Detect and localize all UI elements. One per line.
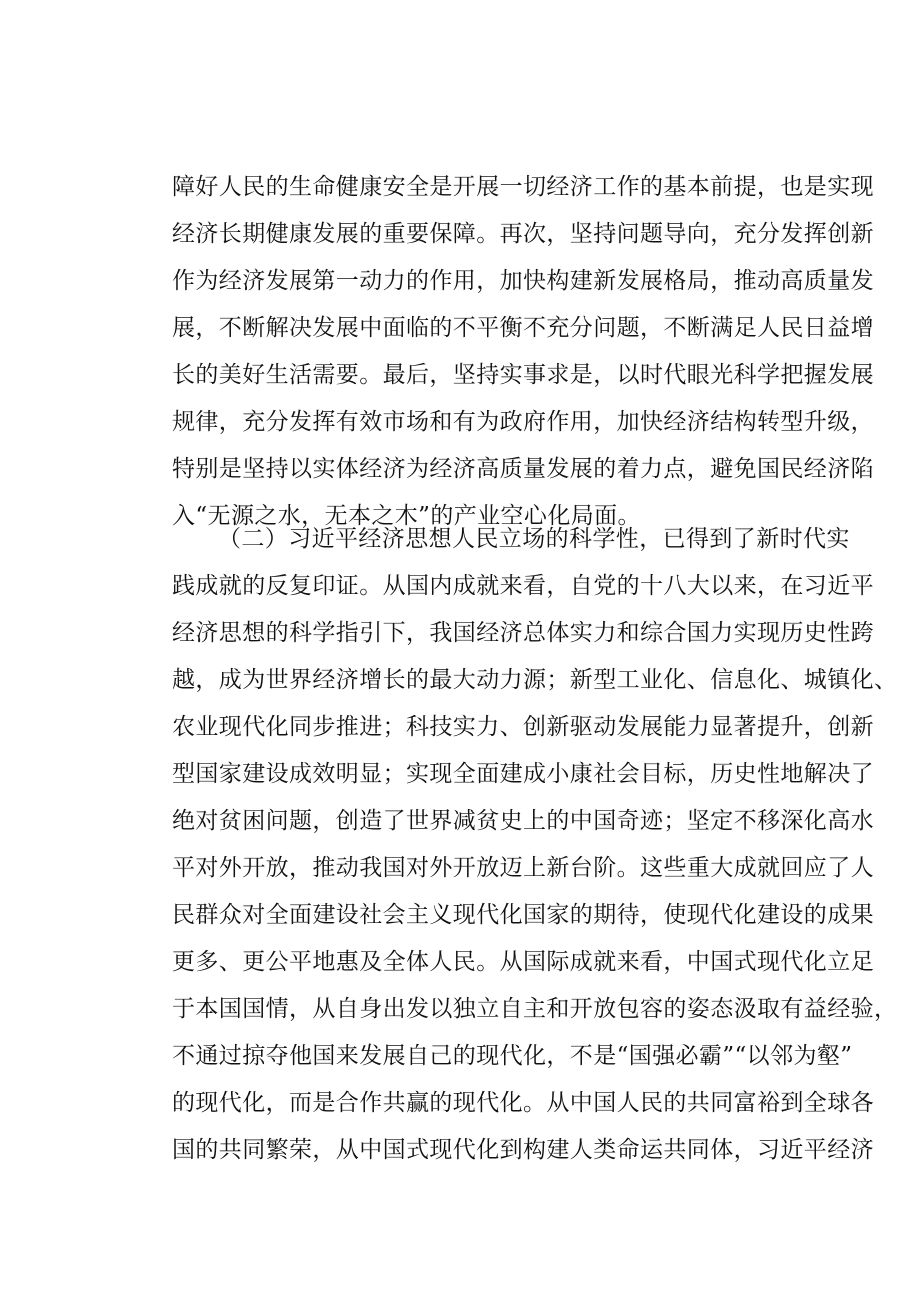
text-line: 型国家建设成效明显；实现全面建成小康社会目标，历史性地解决了 bbox=[172, 761, 874, 787]
text-line: 的现代化，而是合作共赢的现代化。从中国人民的共同富裕到全球各 bbox=[172, 1090, 874, 1116]
paragraph-section-two bbox=[172, 516, 898, 1174]
text-line: 越，成为世界经济增长的最大动力源；新型工业化、信息化、城镇化、 bbox=[172, 667, 898, 693]
text-line: 于本国国情，从自身出发以独立自主和开放包容的姿态汲取有益经验， bbox=[172, 996, 898, 1022]
text-line: 展，不断解决发展中面临的不平衡不充分问题，不断满足人民日益增 bbox=[172, 315, 874, 341]
text-line: 障好人民的生命健康安全是开展一切经济工作的基本前提，也是实现 bbox=[172, 174, 874, 200]
text-line: 作为经济发展第一动力的作用，加快构建新发展格局，推动高质量发 bbox=[172, 268, 874, 294]
text-line: 特别是坚持以实体经济为经济高质量发展的着力点，避免国民经济陷 bbox=[172, 456, 874, 482]
text-line: 不通过掠夺他国来发展自己的现代化，不是“国强必霸”“以邻为壑” bbox=[172, 1043, 853, 1069]
text-line: 长的美好生活需要。最后，坚持实事求是，以时代眼光科学把握发展 bbox=[172, 362, 874, 388]
text-line: 经济长期健康发展的重要保障。再次，坚持问题导向，充分发挥创新 bbox=[172, 221, 874, 247]
text-line: 更多、更公平地惠及全体人民。从国际成就来看，中国式现代化立足 bbox=[172, 949, 874, 975]
text-line: 国的共同繁荣，从中国式现代化到构建人类命运共同体，习近平经济 bbox=[172, 1137, 874, 1163]
text-line: 经济思想的科学指引下，我国经济总体实力和综合国力实现历史性跨 bbox=[172, 620, 874, 646]
text-line: 规律，充分发挥有效市场和有为政府作用，加快经济结构转型升级， bbox=[172, 409, 874, 435]
text-line: 农业现代化同步推进；科技实力、创新驱动发展能力显著提升，创新 bbox=[172, 714, 874, 740]
section-heading-line: （二）习近平经济思想人民立场的科学性，已得到了新时代实 bbox=[218, 526, 850, 552]
text-line: 平对外开放，推动我国对外开放迈上新台阶。这些重大成就回应了人 bbox=[172, 855, 874, 881]
text-line: 入“无源之水，无本之木”的产业空心化局面。 bbox=[172, 503, 641, 529]
text-line: 践成就的反复印证。从国内成就来看，自党的十八大以来，在习近平 bbox=[172, 573, 874, 599]
text-line: 民群众对全面建设社会主义现代化国家的期待，使现代化建设的成果 bbox=[172, 902, 874, 928]
text-line: 绝对贫困问题，创造了世界减贫史上的中国奇迹；坚定不移深化高水 bbox=[172, 808, 874, 834]
